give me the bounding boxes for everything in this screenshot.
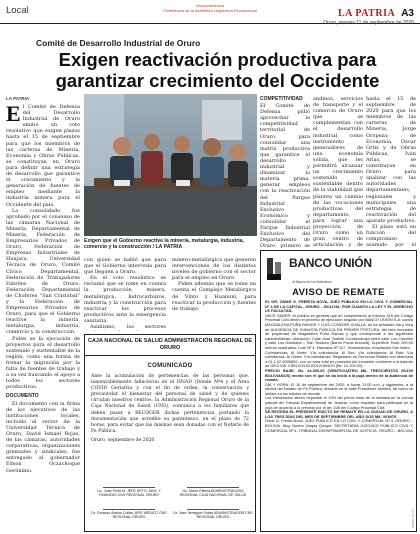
bank-logo-icon bbox=[265, 256, 285, 282]
signature-block bbox=[89, 487, 251, 527]
sponsor-block bbox=[150, 3, 270, 13]
article-column-1 bbox=[6, 104, 80, 532]
bank-slogan: …el Banco de los Bolivianos bbox=[289, 280, 332, 284]
article-column-3 bbox=[172, 257, 256, 331]
signature-text: Lic. Juan Peña M. JEFE DPTO. ADM. Y FINANZAS CNS REGIONAL ORURO bbox=[97, 489, 161, 498]
paragraph: l Comité de Defensa del Desarrollo Industrial de Oruro emitió un voto resolutivo que exigen plazos hasta el 15 de septiembre para que los miembros de las carteras de Minería, Economía y Obras Públicas, se constituyan en Oruro para definir una estrategia de desarrollo que garantice el crecimiento y la generación de fuentes de empleo mediante la industria minera para el Occidente del país. bbox=[6, 104, 80, 208]
dateline: Oruro, viernes 11 de septiembre de 2020 bbox=[323, 20, 414, 26]
meeting-photo-illustration bbox=[84, 94, 257, 236]
sponsor-line-1: Vicepresidencia bbox=[195, 3, 225, 8]
page-header bbox=[0, 0, 420, 24]
signature bbox=[89, 509, 169, 520]
paragraph: hasta el 15 de septiembre de 2020 para que los miembros de las carteras de Minería, Jorge Oropeza; de Economía, Oscar Ortiz y de Obras Públicas, Iván Arias, se constituyan en Oruro para analizar con las autoridades departamentales, regionales y municipales una estrategia de reactivación del aparato productivo. bbox=[366, 96, 416, 224]
ad-code: LP-A3-110920 bbox=[411, 508, 415, 528]
paragraph: El plazo está en función del compromiso asumido por el bbox=[366, 223, 416, 248]
health-ad-title: COMUNICADO bbox=[147, 363, 193, 369]
subheading: COMPETITIVIDAD bbox=[260, 96, 303, 102]
auction-paragraph: PRECIO BASE: Bs. 24.300,00 (VEINTICUATRO MIL TRESCIENTOS 00/100 BOLIVIANOS) monto con el que se da inicio a la puja dentro de la audiencia de remate. bbox=[265, 367, 413, 383]
article-credit: LA PATRIA bbox=[6, 96, 30, 101]
section-label: Local bbox=[6, 5, 29, 16]
signature bbox=[173, 509, 253, 520]
auction-paragraph: DÍA Y HORA: El 16 de septiembre del 2020, a horas 11:00 a.m. y siguientes, a la oficina del Notario de Fe Pública, ubicada en la calle Presidente Montes, tal como se señala en los edictos de remate. bbox=[265, 381, 413, 396]
photo-caption: Exigen que el Gobierno reactive la minería, metalurgia, industria, comercio y la construcción / LA PATRIA bbox=[84, 238, 244, 251]
paragraph: En el voto resolutivo se reclamó que se tome en cuenta la producción minera, metalúrgica, hidrocarburos, industria y la construcción para reactivar los procesos productivos ante la emergencia sanitaria. bbox=[84, 275, 166, 324]
article-column-5 bbox=[313, 96, 363, 248]
paragraph: Piden además que se tome en cuenta el Complejo Metalúrgico de Vinto y Huanuni, para reactivar la producción y fuentes de trabajo. bbox=[172, 281, 256, 312]
paragraph: con quien se habló que para que el Gobierno interceda para que lleguen a Oruro. bbox=[84, 257, 166, 276]
article-kicker: Comité de Desarrollo Industrial de Oruro bbox=[36, 38, 201, 48]
bank-logo bbox=[265, 254, 414, 284]
signature-text: Lic. María Fátima ADMINISTRADORA REGIONAL CAJA NACIONAL DE SALUD bbox=[179, 489, 247, 498]
signature bbox=[173, 487, 253, 498]
auction-paragraph: HACE SABER: Al público en general que en cumplimiento al Artículo 416 del Código Procesal Civil dentro el proceso de ejecución seguido por BANCO UNIÓN S.A. contra MAGDALENA PUÑA RAMOS Y LUIS CONDORI CHALLA, se ha señalado día y hora de AUDIENCIA DE SUBASTA PÚBLICA EN PRIMER POSTURA, del bien inmueble de propiedad de Magdalena Puña Ramos y que corresponde a las siguientes características: Ubicación: Calle José Gabriel Condorcanqui entre calle Los Claveles y calle Los Gladiolos – San Teodoro (Barrio Puma Antonia), Superficie Total: 200.00 metros cuadrados; Lote Nº 4, Manzana Nº 117, Urbanización: Ampliación San Isidro. bbox=[265, 312, 413, 350]
newspaper-brand: LA PATRIA bbox=[338, 8, 396, 19]
paragraph: El Comité de Defensa pidió aprovechar la competitividad territorial de Oruro, para consolidar una matriz productiva que garantice el desarrollo industrial y dinamizar la materia prima, generar empleos con la reactivación del Parque Industrial Exclusivo Económico y consolidar el Parque Industrial Exclusivo del Departamento de Oruro, primero se bbox=[260, 103, 310, 248]
health-ad-body: Ante la acumulación de pertenencias de las personas que, lamentablemente fallecieron en el HNAD (Donde Nº4 y el Área COVID Geriatría y con el fin de orden, la conservación y precautelar el bienestar del personal de salud y de quienes circulan nuestros centros, la Administración Regional Oruro de la Caja Nacional de Salud (CNS), comunica a los familiares que deben pasar a RECOGER dichas pertenencias portando la documentación que acredite su parentesco, en el plazo de 72 horas, para evitar que las mismas sean donadas con el Notario de Fe Pública. bbox=[91, 374, 249, 434]
paragraph: andinos, servicios de transporte y el comercio de Oruro que se complementan con el desarrollo industrial como instrumento generadores de una economía sólida, que les permitirá alcanzar un crecimiento sostenido y sustentable dentro de la viabilidad que plantea un cambio de las vocaciones productivas del departamento, para lograr una proyección de Oruro como un gran centro de articulación y de bbox=[313, 96, 363, 248]
paragraph: Asimismo, los sectores bbox=[90, 324, 166, 331]
auction-text bbox=[265, 300, 413, 433]
paragraph: El documento con la firma de los ejecutivos de las instituciones locales, incluido el rector de la Universidad Técnica de Oruro, David Ismael Rojas, de las cámaras, autoridades corporativas, organizaciones gremiales y sindicales, fue entregado al gobernador Edson Oczachoque Gerónimo. bbox=[6, 400, 80, 474]
subheading: DOCUMENTO bbox=[6, 393, 39, 400]
bank-logo-text: BANCO UNIÓN bbox=[289, 256, 372, 270]
article-column-4 bbox=[260, 96, 310, 248]
auction-paragraph: Colindancias: Al Norte: Vía colindancia; Al Sud: Vía colindancia; Al Este: Vía colindancia; Al Oeste: Vía colindancia; Registrado en Derechos Reales con Matrícula 4.01.1.02.0009609, con un área total en posesión del inmueble conforme a la Asiento de DIEZ MIL CIEN 00/100 BOLIVIANOS (Bs. 10.100,00). bbox=[265, 349, 413, 369]
signature-text: Dr. Gerardo Ávalos Cullas JEFE MÉDICO CNS REGIONAL ORURO bbox=[91, 511, 167, 520]
health-ad-date: Oruro, septiembre de 2020 bbox=[91, 437, 155, 443]
article-column-6 bbox=[366, 96, 416, 248]
auction-title: AVISO DE REMATE bbox=[292, 287, 385, 298]
dropcap: E bbox=[6, 104, 21, 126]
paragraph: Piden se la ejecución de proyectos para el desarrollo sostenido y sustentable de la región, como una forma de frenar la migración por la falta de fuentes de trabajo y a su vez buscando el apoyo a todos los sectores productivos. bbox=[6, 335, 80, 391]
signature bbox=[89, 487, 169, 498]
sponsor-line-2: Presidencia de la Asamblea Legislativa Plurinacional bbox=[163, 8, 257, 13]
auction-lead: EL DR. OMAR G. FRERITA NOVA, JUEZ PÚBLICO EN LO CIVIL Y COMERCIAL Nº 4 DE LA CAPITAL. ORURO – BOLIVIA. POR CUANTO LA LEY Y EL DERECHO LE FACULTAN. bbox=[265, 299, 413, 314]
masthead bbox=[323, 1, 414, 26]
article-headline: Exigen reactivación productiva para garantizar crecimiento del Occidente bbox=[55, 49, 380, 91]
article-column-2 bbox=[84, 257, 166, 331]
paragraph: Lo consolidado fue aprobado por el consenso de las cámaras Nacional de Minería, Departamental de Minería, Federación de Empresarios Privados de Oruro, Federación de Empresas Industriales de Huajara, Universidad Técnica de Oruro, Comité Cívico Departamental, Federación de Trabajadores Fabriles de Oruro, Federación Departamental de Choferes “San Cristóbal” y la Federación de Empresarios Privados de Oruro, para que el Gobierno reactive la minería, metalurgia, industria, comercio y la construcción. bbox=[6, 207, 80, 336]
auction-notice: SE REITERA EL PRESENTE EDICTO DE REMATE EN LA CIUDAD DE ORURO, A LOS TRES DÍAS DEL MES DE SEPTIEMBRE DEL AÑO DOS MIL VEINTE bbox=[265, 409, 413, 419]
auction-notice-ad bbox=[260, 250, 417, 532]
paragraph: minero-metalúrgica que generen intervenciones de los distintos niveles de gobierno con el sector para el empleo en Oruro. bbox=[172, 257, 256, 282]
auction-signoff: Omar G. Frerita Nova, JUEZ PÚBLICO EN LO CIVIL Y COMERCIAL Nº 4. ORURO – BOLIVIA. Abg. Noemi Vargas Quispe, SECRETARIA JUZGADO PÚBLICO CIVIL Y COMERCIAL Nº 4, TRIBUNAL DEPARTAMENTAL DE JUSTICIA. ORURO – BOLIVIA bbox=[265, 418, 413, 433]
signature-text: Dr. Jose Ventiguer Todes ADMINISTRADOR CNS REGIONAL ORURO bbox=[173, 511, 253, 520]
news-photo bbox=[84, 94, 257, 236]
auction-paragraph: Los interesados deben depositar el 10% del precio base de la subasta en la cuenta judicial del Tribunal Departamental de Justicia, como requisito para participar en la puja de acuerdo a lo previsto por el art. 428 del Código Procesal Civil. bbox=[265, 395, 413, 410]
health-ad-header: CAJA NACIONAL DE SALUD ADMINISTRACIÓN REGIONAL DE ORURO bbox=[85, 335, 255, 356]
page-number: A3 bbox=[401, 8, 414, 19]
health-notice-ad bbox=[84, 334, 256, 532]
